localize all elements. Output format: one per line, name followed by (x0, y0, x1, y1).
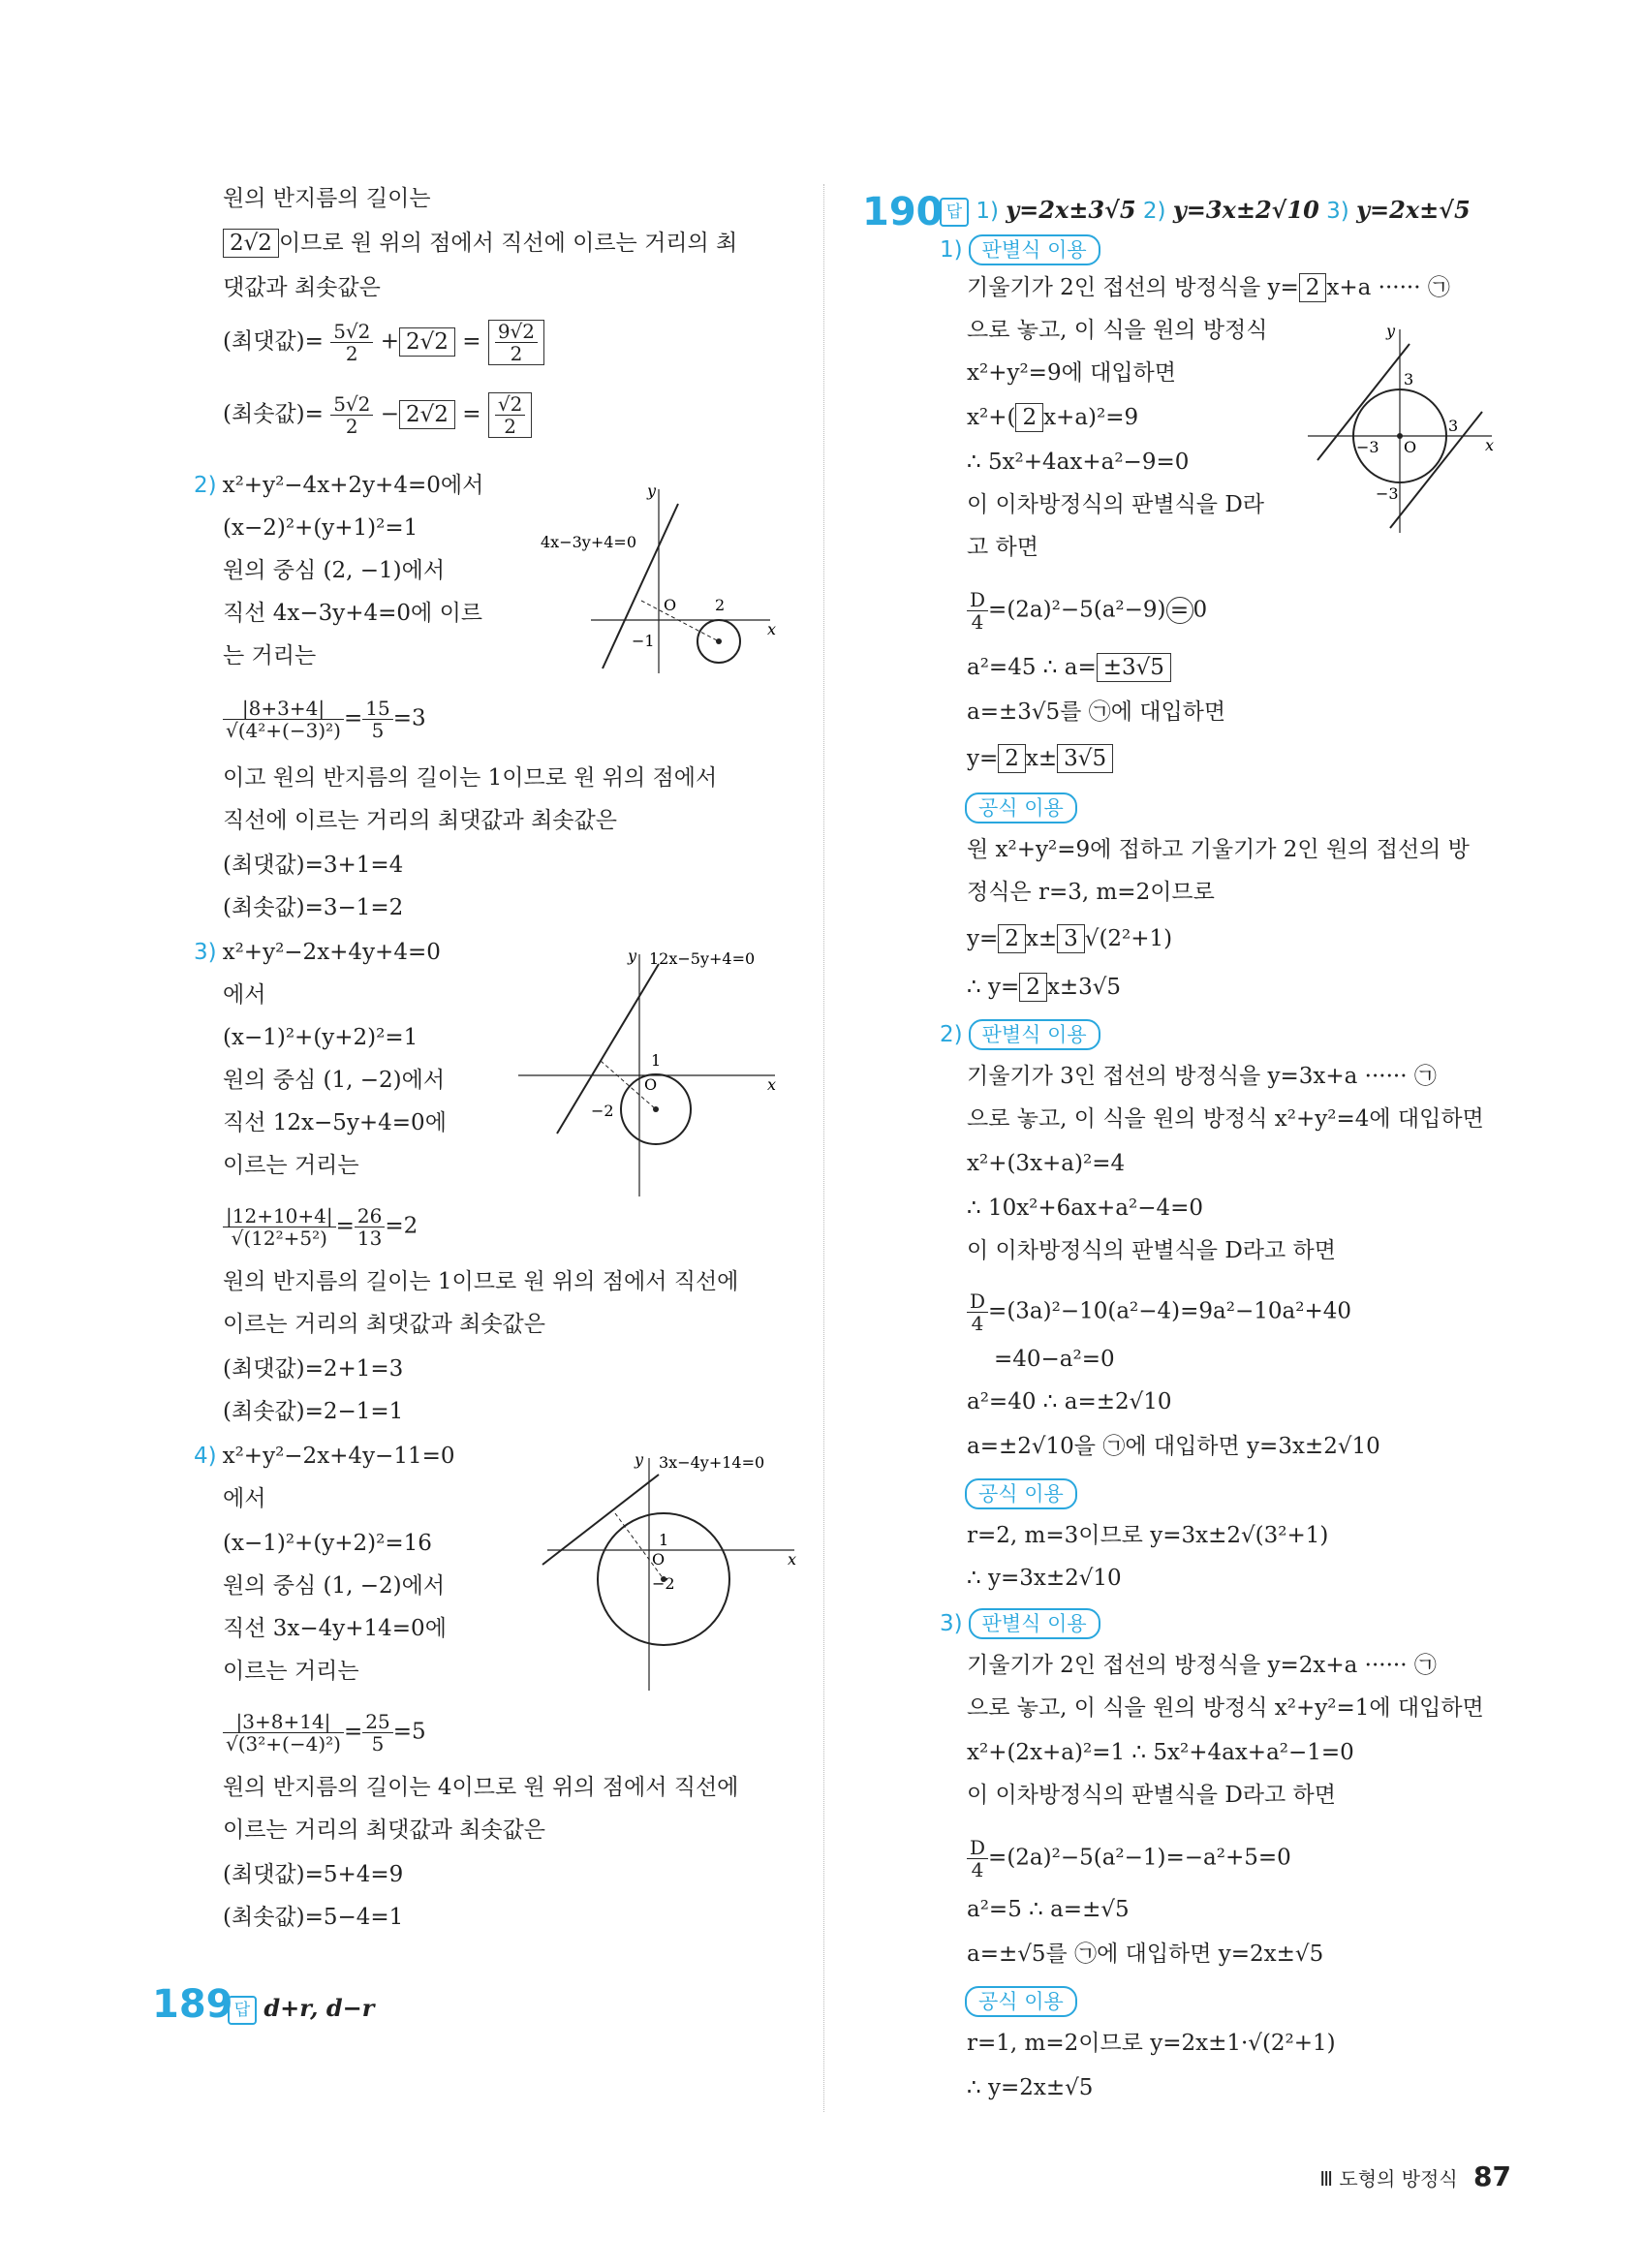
text: x²+y²−2x+4y+4=0 (222, 940, 441, 965)
text-line: x²+(2x+a)²=1 ∴ 5x²+4ax+a²−1=0 (967, 1740, 1354, 1765)
answer-box: 2 (998, 924, 1026, 953)
distance-line (615, 1513, 664, 1579)
text-line: 이 이차방정식의 판별식을 D라고 하면 (967, 1238, 1336, 1263)
text-line: r=1, m=2이므로 y=2x±1·√(2²+1) (967, 2031, 1336, 2056)
discriminant-line (967, 1290, 1351, 1334)
problem-number: 189 (152, 1982, 233, 2027)
fraction (223, 698, 344, 741)
distance-line (223, 698, 426, 741)
op: = (343, 705, 363, 731)
text-line: r=2, m=3이므로 y=3x±2√(3²+1) (967, 1523, 1329, 1548)
denominator: √(4²+(−3)²) (226, 719, 341, 742)
line-label: 4x−3y+4=0 (541, 533, 636, 551)
text-line: 원의 반지름의 길이는 4이므로 원 위의 점에서 직선에 (223, 1775, 739, 1800)
origin-label: O (664, 596, 677, 614)
text-line: 직선 3x−4y+14=0에 (223, 1616, 447, 1641)
part-3-line (194, 938, 441, 967)
answer-box: 2√2 (399, 327, 455, 357)
answer: y=2x±3√5 (1006, 196, 1136, 224)
op: + (380, 328, 399, 355)
page-number: 87 (1473, 2160, 1511, 2192)
min-value-line (223, 392, 532, 438)
tick-label: −3 (1356, 438, 1379, 456)
numerator: 25 (362, 1711, 392, 1733)
text-line: 이르는 거리의 최댓값과 최솟값은 (223, 1818, 545, 1843)
graph-problem-190 (1303, 322, 1497, 538)
part-number: 2) (1142, 199, 1166, 224)
text-line: 원의 반지름의 길이는 (223, 186, 431, 211)
answer-box: 2√2 (399, 400, 455, 429)
text-line: 기울기가 2인 접선의 방정식을 y=2x+a ······ ㉠ (967, 1653, 1437, 1678)
text: x±3√5 (1046, 975, 1122, 1000)
text-line (967, 273, 1450, 302)
tick-label: 1 (651, 1051, 662, 1070)
text-line: x²+(3x+a)²=4 (967, 1151, 1126, 1176)
method-line (940, 1019, 1100, 1050)
text-line: 는 거리는 (223, 643, 317, 668)
chapter-title: Ⅲ 도형의 방정식 (1319, 2167, 1458, 2190)
numerator: 5√2 (330, 321, 373, 343)
method-badge: 공식 이용 (965, 792, 1077, 823)
denominator: 4 (971, 1312, 984, 1335)
text-line: (최솟값)=2−1=1 (223, 1399, 404, 1424)
answer-box (488, 320, 544, 365)
text: x²+y²−4x+2y+4=0에서 (222, 473, 484, 498)
text: y= (967, 746, 999, 771)
denominator: 4 (971, 1858, 984, 1881)
origin-label: O (1404, 438, 1417, 456)
text: a²=45 ∴ a= (967, 655, 1097, 680)
text-line (967, 924, 1172, 953)
text: x± (1025, 926, 1058, 951)
text: √(2²+1) (1084, 926, 1173, 951)
text-line: (최댓값)=2+1=3 (223, 1356, 404, 1382)
text-line: a=±2√10을 ㉠에 대입하면 y=3x±2√10 (967, 1434, 1380, 1459)
fraction (495, 321, 538, 364)
tick-label: −2 (591, 1102, 614, 1120)
text-line: a=±3√5를 ㉠에 대입하면 (967, 699, 1226, 725)
tick-label: 1 (659, 1531, 669, 1549)
text-line: 으로 놓고, 이 식을 원의 방정식 (967, 318, 1268, 343)
text-line: 직선 4x−3y+4=0에 이르 (223, 601, 483, 626)
max-value-line (223, 320, 544, 365)
text: (최댓값)= (223, 328, 324, 355)
origin-label: O (652, 1550, 666, 1569)
part-number: 2) (940, 1022, 963, 1047)
text-line: 직선 12x−5y+4=0에 (223, 1110, 447, 1135)
tick-label: −1 (632, 632, 655, 650)
text: 기울기가 2인 접선의 방정식을 y= (967, 275, 1299, 300)
text-line: 에서 (223, 982, 266, 1008)
text-line: ∴ y=2x±√5 (967, 2075, 1094, 2100)
text-line: 에서 (223, 1486, 266, 1511)
numerator: 26 (355, 1205, 385, 1227)
text: x²+( (967, 405, 1016, 430)
fraction (495, 393, 525, 437)
text-line: 원 x²+y²=9에 접하고 기울기가 2인 원의 접선의 방 (967, 837, 1470, 862)
answer-box: 2 (1299, 273, 1327, 302)
denominator: √(3²+(−4)²) (226, 1732, 341, 1755)
method-line (940, 1608, 1100, 1639)
denominator: 2 (345, 415, 358, 438)
text-line: (최솟값)=3−1=2 (223, 895, 404, 920)
numerator: D (967, 1837, 988, 1859)
text-line: 기울기가 3인 접선의 방정식을 y=3x+a ······ ㉠ (967, 1064, 1437, 1089)
method-badge: 판별식 이용 (969, 1608, 1100, 1639)
answer-badge: 답 (940, 198, 969, 227)
line-label: 3x−4y+14=0 (659, 1453, 765, 1472)
tick-label: 2 (715, 596, 726, 614)
text-line: 직선에 이르는 거리의 최댓값과 최솟값은 (223, 808, 617, 833)
line-label: 12x−5y+4=0 (649, 949, 756, 968)
x-label: x (1485, 436, 1495, 454)
denominator: 5 (371, 719, 385, 742)
text: =(2a)²−5(a²−1)=−a²+5=0 (988, 1845, 1291, 1871)
text-line (967, 403, 1138, 432)
part-number: 4) (194, 1444, 217, 1469)
graph-part-3 (513, 940, 785, 1201)
method-line (965, 792, 1077, 823)
fraction (967, 1290, 988, 1334)
part-number: 2) (194, 473, 217, 498)
fraction (330, 321, 373, 364)
problem-number: 190 (862, 190, 944, 234)
answer: d+r, d−r (263, 1994, 375, 2022)
tangent-line-lower (1390, 412, 1482, 528)
answer-circle: = (1166, 597, 1193, 624)
numerator: |3+8+14| (223, 1711, 344, 1733)
text-line: (최댓값)=3+1=4 (223, 853, 404, 878)
part-4-line (194, 1442, 455, 1471)
method-badge: 판별식 이용 (969, 1019, 1100, 1050)
text-line (967, 973, 1121, 1002)
numerator: 5√2 (330, 393, 373, 416)
denominator: 5 (371, 1732, 385, 1755)
text-line: (x−1)²+(y+2)²=16 (223, 1531, 432, 1556)
method-badge: 공식 이용 (965, 1986, 1077, 2017)
part-2-line (194, 471, 483, 500)
answer-box: 2 (1015, 403, 1043, 432)
fraction (967, 1837, 988, 1880)
graph-part-4 (538, 1444, 799, 1695)
text-line: 이고 원의 반지름의 길이는 1이므로 원 위의 점에서 (223, 765, 718, 791)
numerator: 15 (362, 698, 392, 720)
answer-badge: 답 (228, 1996, 257, 2025)
center-point (1397, 433, 1403, 439)
text-line: 이 이차방정식의 판별식을 D라 (967, 492, 1264, 517)
y-label: y (1386, 322, 1396, 340)
text-line: 이르는 거리의 최댓값과 최솟값은 (223, 1312, 545, 1337)
tick-label: 3 (1448, 417, 1459, 435)
answer-box: 2√2 (223, 229, 279, 258)
distance-line (223, 1205, 418, 1249)
text-line: 으로 놓고, 이 식을 원의 방정식 x²+y²=4에 대입하면 (967, 1106, 1484, 1132)
answer-box: 2 (1019, 973, 1047, 1002)
answer-box: 2 (998, 744, 1026, 773)
text-line: a²=40 ∴ a=±2√10 (967, 1389, 1172, 1414)
text-line: ∴ y=3x±2√10 (967, 1566, 1122, 1591)
op: = (462, 401, 481, 427)
denominator: 2 (510, 342, 523, 365)
part-number: 3) (194, 940, 217, 965)
text: y= (967, 926, 999, 951)
op: = (462, 328, 481, 355)
text-line: (x−1)²+(y+2)²=1 (223, 1025, 418, 1050)
origin-label: O (644, 1075, 658, 1094)
text: 이므로 원 위의 점에서 직선에 이르는 거리의 최 (278, 231, 738, 256)
text: =2 (385, 1213, 418, 1239)
op: = (343, 1719, 363, 1745)
distance-line (223, 1711, 426, 1755)
part-number: 3) (1326, 199, 1349, 224)
numerator: |12+10+4| (223, 1205, 336, 1227)
text-line: x²+y²=9에 대입하면 (967, 360, 1176, 386)
numerator: D (967, 589, 988, 611)
text: x± (1025, 746, 1058, 771)
denominator: 4 (971, 610, 984, 634)
text: =5 (392, 1719, 426, 1745)
answer-line (940, 196, 1471, 227)
text-line: (최솟값)=5−4=1 (223, 1905, 404, 1930)
text: ∴ y= (967, 975, 1020, 1000)
text: x+a)²=9 (1043, 405, 1139, 430)
method-line (940, 234, 1100, 265)
answer-box: 3 (1057, 924, 1085, 953)
text-line: 이르는 거리는 (223, 1659, 359, 1684)
fraction (362, 698, 392, 741)
op: − (380, 401, 399, 427)
op: = (335, 1213, 355, 1239)
method-line (965, 1986, 1077, 2017)
denominator: 2 (345, 342, 358, 365)
tick-label: 3 (1404, 370, 1414, 388)
discriminant-line (967, 1837, 1291, 1880)
text-line: a²=5 ∴ a=±√5 (967, 1897, 1130, 1922)
fraction (330, 393, 373, 437)
x-label: x (788, 1550, 797, 1569)
text-line: 으로 놓고, 이 식을 원의 방정식 x²+y²=1에 대입하면 (967, 1695, 1484, 1721)
text: 0 (1193, 597, 1208, 623)
denominator: 13 (356, 1227, 383, 1250)
text: =(2a)²−5(a²−9) (988, 597, 1166, 623)
text-line: ∴ 5x²+4ax+a²−9=0 (967, 450, 1190, 475)
text-line: a=±√5를 ㉠에 대입하면 y=2x±√5 (967, 1942, 1324, 1967)
method-badge: 판별식 이용 (969, 234, 1100, 265)
method-line (965, 1478, 1077, 1509)
part-number: 1) (976, 199, 999, 224)
answer-box: ±3√5 (1097, 653, 1171, 682)
page-footer (1319, 2160, 1511, 2192)
text-line: 이 이차방정식의 판별식을 D라고 하면 (967, 1783, 1336, 1808)
tick-label: −3 (1376, 484, 1399, 503)
method-badge: 공식 이용 (965, 1478, 1077, 1509)
answer: y=3x±2√10 (1172, 196, 1319, 224)
text-line: 원의 중심 (2, −1)에서 (223, 558, 446, 583)
y-label: y (647, 482, 657, 500)
numerator: √2 (495, 393, 525, 416)
text-line: 댓값과 최솟값은 (223, 275, 381, 300)
column-divider (823, 184, 824, 2112)
numerator: |8+3+4| (223, 698, 344, 720)
numerator: D (967, 1290, 988, 1313)
text: =3 (392, 705, 426, 731)
text-line: =40−a²=0 (994, 1347, 1115, 1372)
text-line (967, 744, 1113, 773)
x-label: x (767, 620, 777, 638)
tick-label: −2 (652, 1574, 675, 1593)
part-number: 1) (940, 237, 963, 263)
text-line: 원의 중심 (1, −2)에서 (223, 1068, 446, 1093)
graph-part-2 (533, 475, 775, 678)
text-line: 이르는 거리는 (223, 1153, 359, 1178)
denominator: √(12²+5²) (231, 1227, 327, 1250)
part-number: 3) (940, 1611, 963, 1636)
numerator: 9√2 (495, 321, 538, 343)
text: (최솟값)= (223, 401, 324, 427)
fraction (223, 1205, 336, 1249)
x-label: x (767, 1075, 777, 1094)
text-line: 원의 반지름의 길이는 1이므로 원 위의 점에서 직선에 (223, 1269, 739, 1294)
text-line (967, 653, 1171, 682)
text-line (223, 229, 737, 258)
text: x²+y²−2x+4y−11=0 (222, 1444, 455, 1469)
fraction (967, 589, 988, 633)
answer: y=2x±√5 (1356, 196, 1471, 224)
answer-line (228, 1994, 374, 2025)
text-line: (x−2)²+(y+1)²=1 (223, 515, 418, 541)
text: =(3a)²−10(a²−4)=9a²−10a²+40 (988, 1298, 1351, 1324)
fraction (362, 1711, 392, 1755)
tangent-line (542, 1475, 659, 1565)
text-line: 정식은 r=3, m=2이므로 (967, 880, 1215, 905)
fraction (355, 1205, 385, 1249)
y-label: y (628, 947, 637, 965)
text: x+a ······ ㉠ (1326, 275, 1450, 300)
text-line: 고 하면 (967, 535, 1038, 560)
answer-box (488, 392, 532, 438)
discriminant-line (967, 589, 1207, 633)
text-line: 원의 중심 (1, −2)에서 (223, 1573, 446, 1599)
y-label: y (635, 1450, 644, 1469)
denominator: 2 (504, 415, 516, 438)
text-line: (최댓값)=5+4=9 (223, 1862, 404, 1887)
fraction (223, 1711, 344, 1755)
text-line: ∴ 10x²+6ax+a²−4=0 (967, 1196, 1204, 1221)
answer-box: 3√5 (1057, 744, 1113, 773)
